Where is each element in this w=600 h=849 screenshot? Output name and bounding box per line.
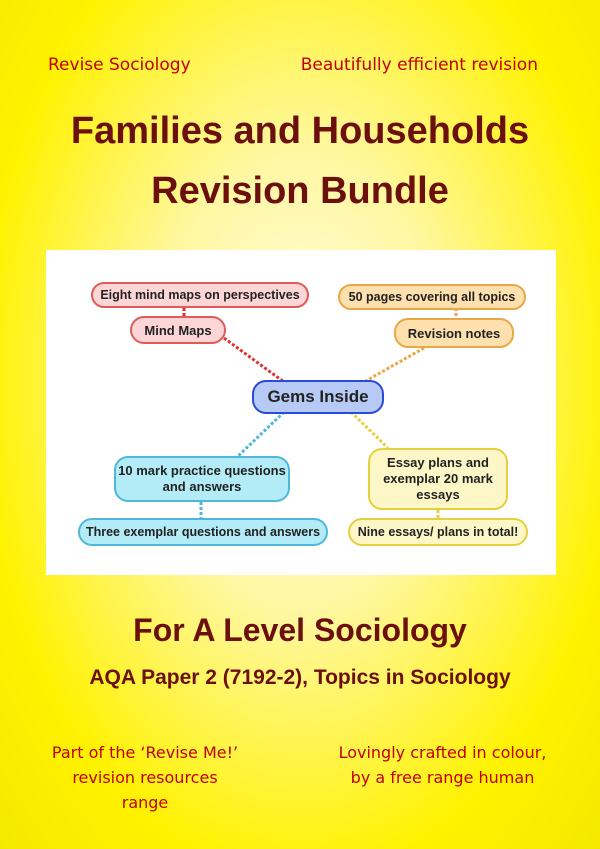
node-mind-maps-detail: Eight mind maps on perspectives [91,282,309,308]
footer-right-line2: by a free range human [350,768,535,787]
subtitle-level: For A Level Sociology [133,612,467,648]
footer-left-line2: revision resources range [72,768,218,812]
page-title-line2: Revision Bundle [151,170,449,212]
node-practice-detail: Three exemplar questions and answers [78,518,328,546]
node-gems-inside: Gems Inside [252,380,384,414]
node-essays: Essay plans and exemplar 20 mark essays [368,448,508,510]
footer-right-line1: Lovingly crafted in colour, [338,743,547,762]
footer-left [50,740,240,815]
brand-label: Revise Sociology [48,55,191,75]
page-title-line1: Families and Households [70,110,530,152]
connector-practice [234,412,284,460]
node-revision-notes: Revision notes [394,318,514,348]
node-mind-maps: Mind Maps [130,316,226,344]
footer-right [335,740,550,790]
connector-mind-maps [224,338,284,382]
node-revision-notes-detail: 50 pages covering all topics [338,284,526,310]
connector-revision-notes [364,348,424,382]
footer-left-line1: Part of the ‘Revise Me!’ [51,743,239,762]
subtitle-paper: AQA Paper 2 (7192-2), Topics in Sociology [89,666,511,689]
node-essays-detail: Nine essays/ plans in total! [348,518,528,546]
tagline: Beautifully efficient revision [300,55,538,75]
node-practice: 10 mark practice questions and answers [114,456,290,502]
mind-map-diagram [46,250,556,575]
connector-essays [351,412,388,448]
